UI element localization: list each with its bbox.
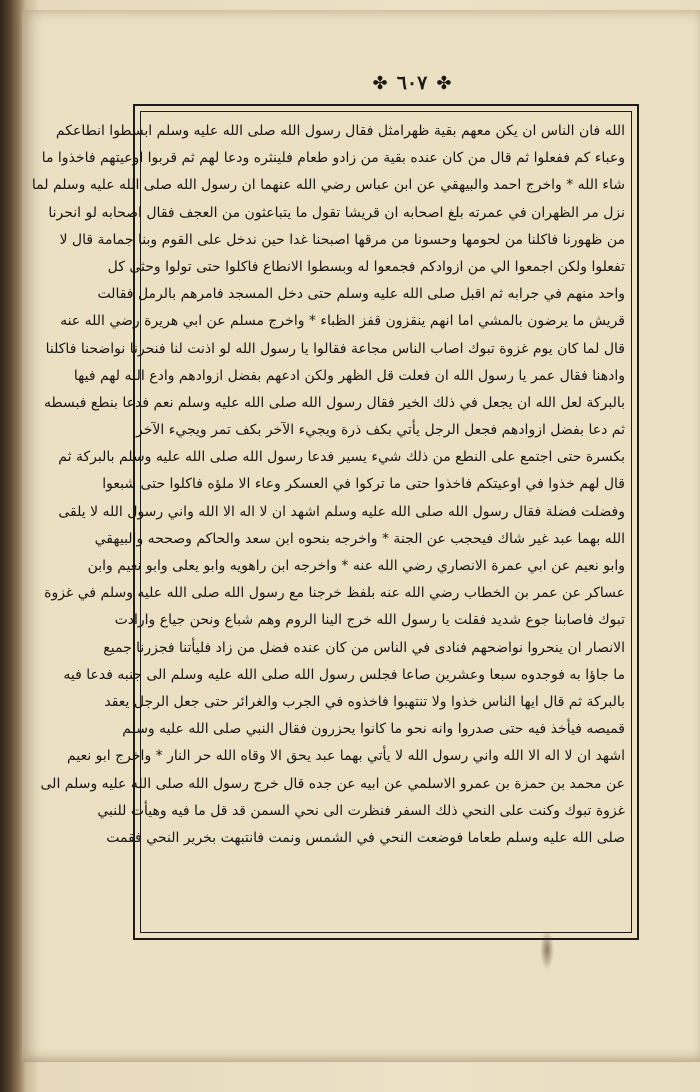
page-number: ٦٠٧ [396, 72, 428, 94]
ornament-right-icon: ✤ [436, 72, 452, 94]
text-line: وادهنا فقال عمر يا رسول الله ان فعلت قل الظهر ولكن ادعهم بفضل ازوادهم وادع الله لهم فيها [73, 367, 625, 384]
text-line: صلى الله عليه وسلم طعاما فوضعت النحي في الشمس ونمت فانتبهت بخرير النحي فقمت [106, 829, 625, 846]
ink-stain [540, 930, 554, 970]
text-line: بالبركة لعل الله ان يجعل في ذلك الخير فقال رسول الله صلى الله عليه وسلم نعم فدعا بنطع فبسطه [44, 394, 625, 411]
text-line: شاء الله * واخرج احمد والبيهقي عن ابن عباس رضي الله عنهما ان رسول الله صلى الله عليه وسلم لما [31, 177, 625, 194]
text-line: قميصه فيأخذ فيه حتى صدروا وانه نحو ما كانوا يحزرون فقال النبي صلى الله عليه وسلم [122, 721, 625, 738]
text-line: ثم دعا بفضل ازوادهم فجعل الرجل يأتي بكف ذرة ويجيء الآخر بكف تمر ويجيء الآخر [136, 422, 625, 439]
text-line: بكسرة حتى اجتمع على النطع من ذلك شيء يسير فدعا رسول الله صلى الله عليه وسلم بالبركة ثم [58, 449, 625, 466]
text-line: من ظهورنا فاكلنا من لحومها وحسونا من مرقها اصبحنا غدا حين ندخل على القوم وبنا جمامة قال لا [59, 231, 625, 248]
text-line: نزل مر الظهران في عمرته بلغ اصحابه ان قريشا تقول ما يتباعثون من العجف فقال اصحابه لو انحرنا [48, 204, 625, 221]
ornament-left-icon: ✤ [372, 72, 388, 94]
text-line: اشهد ان لا اله الا الله واني رسول الله لا يأتي بهما عبد يحق الا وقاه الله حر النار * واخرج ابو نعيم [67, 748, 625, 765]
text-line: الانصار ان ينحروا نواضحهم فنادى في الناس من كان عنده فضل من زاد فليأتنا فجزرنا جميع [103, 639, 625, 656]
text-line: قال لهم خذوا في اوعيتكم فاخذوا حتى ما تركوا في العسكر وعاء الا ملؤه فاكلوا حتى شبعوا [102, 476, 625, 493]
text-line: غزوة تبوك وكنت على النحي ذلك السفر فنظرت الى نحي السمن قد قل ما فيه وهيأت للنبي [97, 802, 625, 819]
text-line: قريش ما يرضون بالمشي اما انهم ينقزون قفز الظباء * واخرج مسلم عن ابي هريرة رضي الله عنه [60, 313, 625, 330]
text-line: قال لما كان يوم غزوة تبوك اصاب الناس مجاعة فقالوا يا رسول الله لو اذنت لنا فنحرنا نواضحنا فاكلنا [45, 340, 625, 357]
text-frame [31, 111, 632, 933]
text-line: بالبركة ثم قال ايها الناس خذوا ولا تنتهبوا فاخذوه في الجرب والغرائر حتى جعل الرجل يعقد [104, 693, 625, 710]
text-line: واحد منهم في جرابه ثم اقبل صلى الله عليه وسلم حتى دخل المسجد فامرهم بالرمل فقالت [97, 286, 625, 303]
text-body [31, 118, 625, 852]
text-line: تفعلوا ولكن اجمعوا الي من ازوادكم فجمعوا له وبسطوا الانطاع فاكلوا حتى تولوا وحثى كل [107, 258, 625, 275]
text-line: وفضلت فضلة فقال رسول الله صلى الله عليه وسلم اشهد ان لا اله الا الله واني رسول الله لا يلقى [58, 503, 625, 520]
page-header [322, 72, 502, 104]
text-line: عساكر عن عمر بن الخطاب رضي الله عنه بلفظ خرجنا مع رسول الله صلى الله عليه وسلم في غزوة [44, 585, 625, 602]
text-line: ما جاؤا به فوجدوه سبعا وعشرين صاعا فجلس رسول الله صلى الله عليه وسلم الى جنبه فدعا فيه [63, 666, 625, 683]
text-line: وعباء كم ففعلوا ثم قال من كان عنده بقية من زادو طعام فلينثره ودعا لهم ثم قربوا اوعيتهم فاخذوا ما [41, 150, 625, 167]
text-line: تبوك فاصابنا جوع شديد فقلت يا رسول الله خرج الينا الروم وهم شباع ونحن جياع وارادت [114, 612, 625, 629]
text-line: عن محمد بن حمزة بن عمرو الاسلمي عن ابيه عن جده قال خرج رسول الله صلى الله عليه وسلم الى [40, 775, 625, 792]
text-line: الله فان الناس ان يكن معهم بقية ظهرامثل فقال رسول الله صلى الله عليه وسلم ابسطوا انطاعكم [55, 123, 625, 139]
text-line: الله بهما عبد غير شاك فيحجب عن الجنة * واخرجه بنحوه ابن سعد والحاكم وصححه والبيهقي [94, 530, 625, 547]
text-line: وابو نعيم عن ابي عمرة الانصاري رضي الله عنه * واخرجه ابن راهويه وابو يعلى وابو نعيم وابن [87, 558, 625, 574]
